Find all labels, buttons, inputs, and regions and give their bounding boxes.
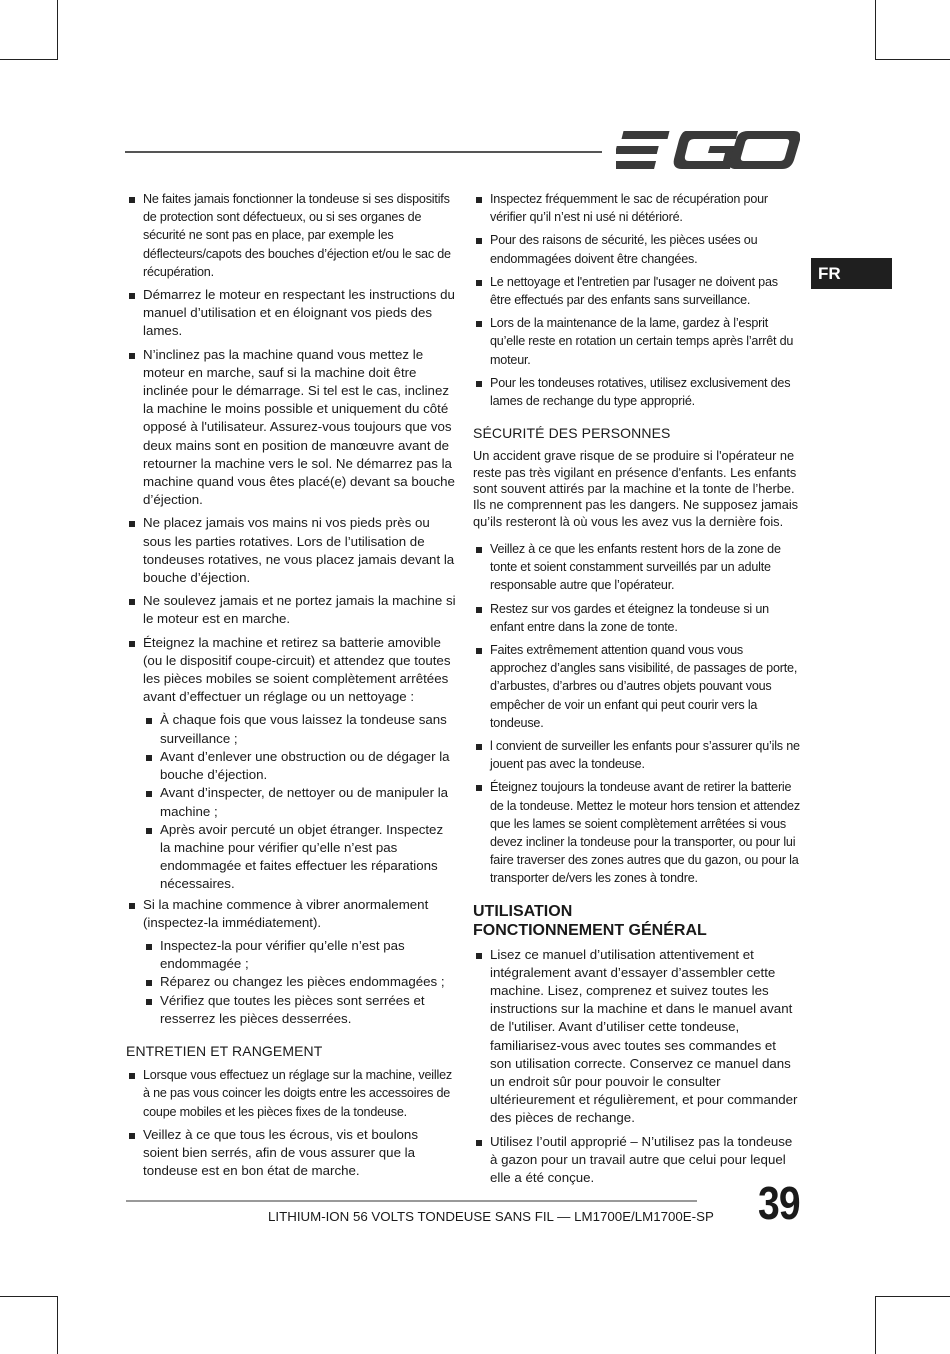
list-item: Lors de la maintenance de la lame, gardez à l’esprit qu’elle reste en rotation un certain temps après l’arrêt du moteur. [473,314,801,369]
header-rule [125,151,602,153]
sub-list [126,711,456,893]
footer-text: LITHIUM-ION 56 VOLTS TONDEUSE SANS FIL — LM1700E/LM1700E-SP [268,1209,714,1224]
list-item: Utilisez l’outil approprié – N’utilisez pas la tondeuse à gazon pour un travail autre que celui pour lequel elle a été conçue. [473,1133,801,1188]
language-tab: FR [811,258,892,289]
safety-paragraph: Un accident grave risque de se produire si l'opérateur ne reste pas très vigilant en présence d'enfants. Les enfants sont souvent attirés par la machine et la tonte de l’herbe. Ils ne comprennent pas les dangers. Ne supposez jamais qu’ils resteront là où vous les avez vus la dernière fois. [473,448,799,529]
list-item: Pour les tondeuses rotatives, utilisez exclusivement des lames de rechange du type approprié. [473,374,801,410]
list-item: Ne soulevez jamais et ne portez jamais la machine si le moteur est en marche. [126,592,456,628]
ego-logo [616,129,800,171]
list-item: l convient de surveiller les enfants pour s’assurer qu’ils ne jouent pas avec la tondeuse. [473,737,801,773]
list-item: N’inclinez pas la machine quand vous mettez le moteur en marche, sauf si la machine doit être inclinée pour le démarrage. Si tel est le cas, inclinez la machine le moins possible et uniquement du côté opposé à l'utilisateur. Assurez-vous toujours que vos deux mains sont en position de manœuvre avant de retourner la machine vers le sol. Ne démarrez pas la machine quand vous êtes placé(e) devant sa bouche d’éjection. [126,346,456,510]
sub-list-item: Après avoir percuté un objet étranger. Inspectez la machine pour vérifier qu’elle n’est pas endommagée et faites effectuer les réparations nécessaires. [143,821,456,894]
sub-list-item: Vérifiez que toutes les pièces sont serrées et resserrez les pièces desserrées. [143,992,456,1028]
list-item: Pour des raisons de sécurité, les pièces usées ou endommagées doivent être changées. [473,231,801,267]
crop-mark [875,0,876,60]
right-column [473,190,801,1192]
sub-list-item: À chaque fois que vous laissez la tondeuse sans surveillance ; [143,711,456,747]
list-item: Lisez ce manuel d’utilisation attentivement et intégralement avant d’essayer d’assembler cette machine. Lisez, comprenez et suivez toutes les instructions sur la machine et dans le manuel avant de l'utiliser. Avant d’utiliser cette tondeuse, familiarisez-vous avec toutes ses commandes et son utilisation correcte. Conservez ce manuel dans un endroit sûr pour pouvoir le consulter ultérieurement et régulièrement, et pour commander des pièces de rechange. [473,946,801,1128]
list-item: Démarrez le moteur en respectant les instructions du manuel d’utilisation et en éloignant vos pieds des lames. [126,286,456,341]
crop-mark [0,59,58,60]
sub-list-item: Avant d’enlever une obstruction ou de dégager la bouche d’éjection. [143,748,456,784]
crop-mark [0,1296,58,1297]
list-item: Ne placez jamais vos mains ni vos pieds près ou sous les parties rotatives. Lors de l’utilisation de tondeuses rotatives, ne vous placez jamais devant la bouche d’éjection. [126,514,456,587]
list-item: Faites extrêmement attention quand vous vous approchez d’angles sans visibilité, de passages de porte, d’arbustes, d’arbres ou d’autres objets pouvant vous empêcher de voir un enfant qui peut courir vers la tondeuse. [473,641,801,732]
section-heading: ENTRETIEN ET RANGEMENT [126,1042,323,1059]
crop-mark [57,1296,58,1354]
sub-list [126,937,456,1028]
sub-list-item: Avant d’inspecter, de nettoyer ou de manipuler la machine ; [143,784,456,820]
section-heading [473,902,801,940]
list-item: Le nettoyage et l'entretien par l'usager ne doivent pas être effectués par des enfants sans surveillance. [473,273,801,309]
list-item: Éteignez toujours la tondeuse avant de retirer la batterie de la tondeuse. Mettez le moteur hors tension et attendez que les lames se soient complètement arrêtées si vous devez incliner la tondeuse pour la transporter, ou pour lui faire traverser des zones autres que du gazon, ou pour la transporter de/vers les zones à tondre. [473,778,801,887]
sub-list-item: Inspectez-la pour vérifier qu’elle n’est pas endommagée ; [143,937,456,973]
list-item: Inspectez fréquemment le sac de récupération pour vérifier qu’il n’est ni usé ni détérioré. [473,190,801,226]
footer-rule [126,1200,697,1202]
crop-mark [875,1296,950,1297]
list-item: Ne faites jamais fonctionner la tondeuse si ses dispositifs de protection sont défectueux, ou si ses organes de sécurité ne sont pas en place, par exemple les déflecteurs/capots des bouches d’éjection et/ou le sac de récupération. [126,190,456,281]
list-item: Veillez à ce que tous les écrous, vis et boulons soient bien serrés, afin de vous assurer que la tondeuse est en bon état de marche. [126,1126,456,1181]
list-item: Restez sur vos gardes et éteignez la tondeuse si un enfant entre dans la zone de tonte. [473,600,801,636]
page-number: 39 [758,1177,800,1229]
crop-mark [875,59,950,60]
list-item: Veillez à ce que les enfants restent hors de la zone de tonte et soient constamment surveillés par un adulte responsable autre que l’opérateur. [473,540,801,595]
list-item: Si la machine commence à vibrer anormalement (inspectez-la immédiatement). [126,896,456,932]
crop-mark [57,0,58,60]
section-heading: SÉCURITÉ DES PERSONNES [473,425,671,442]
section-heading-line: FONCTIONNEMENT GÉNÉRAL [473,921,707,939]
ego-logo-graphic [616,129,800,171]
left-column [126,190,456,1185]
crop-mark [875,1296,876,1354]
list-item: Lorsque vous effectuez un réglage sur la machine, veillez à ne pas vous coincer les doigts entre les accessoires de coupe mobiles et les pièces fixes de la tondeuse. [126,1066,456,1121]
sub-list-item: Réparez ou changez les pièces endommagées ; [143,973,456,991]
section-heading-line: UTILISATION [473,902,573,920]
list-item: Éteignez la machine et retirez sa batterie amovible (ou le dispositif coupe-circuit) et attendez que toutes les pièces mobiles se soient complètement arrêtées avant d’effectuer un réglage ou un nettoyage : [126,634,456,707]
